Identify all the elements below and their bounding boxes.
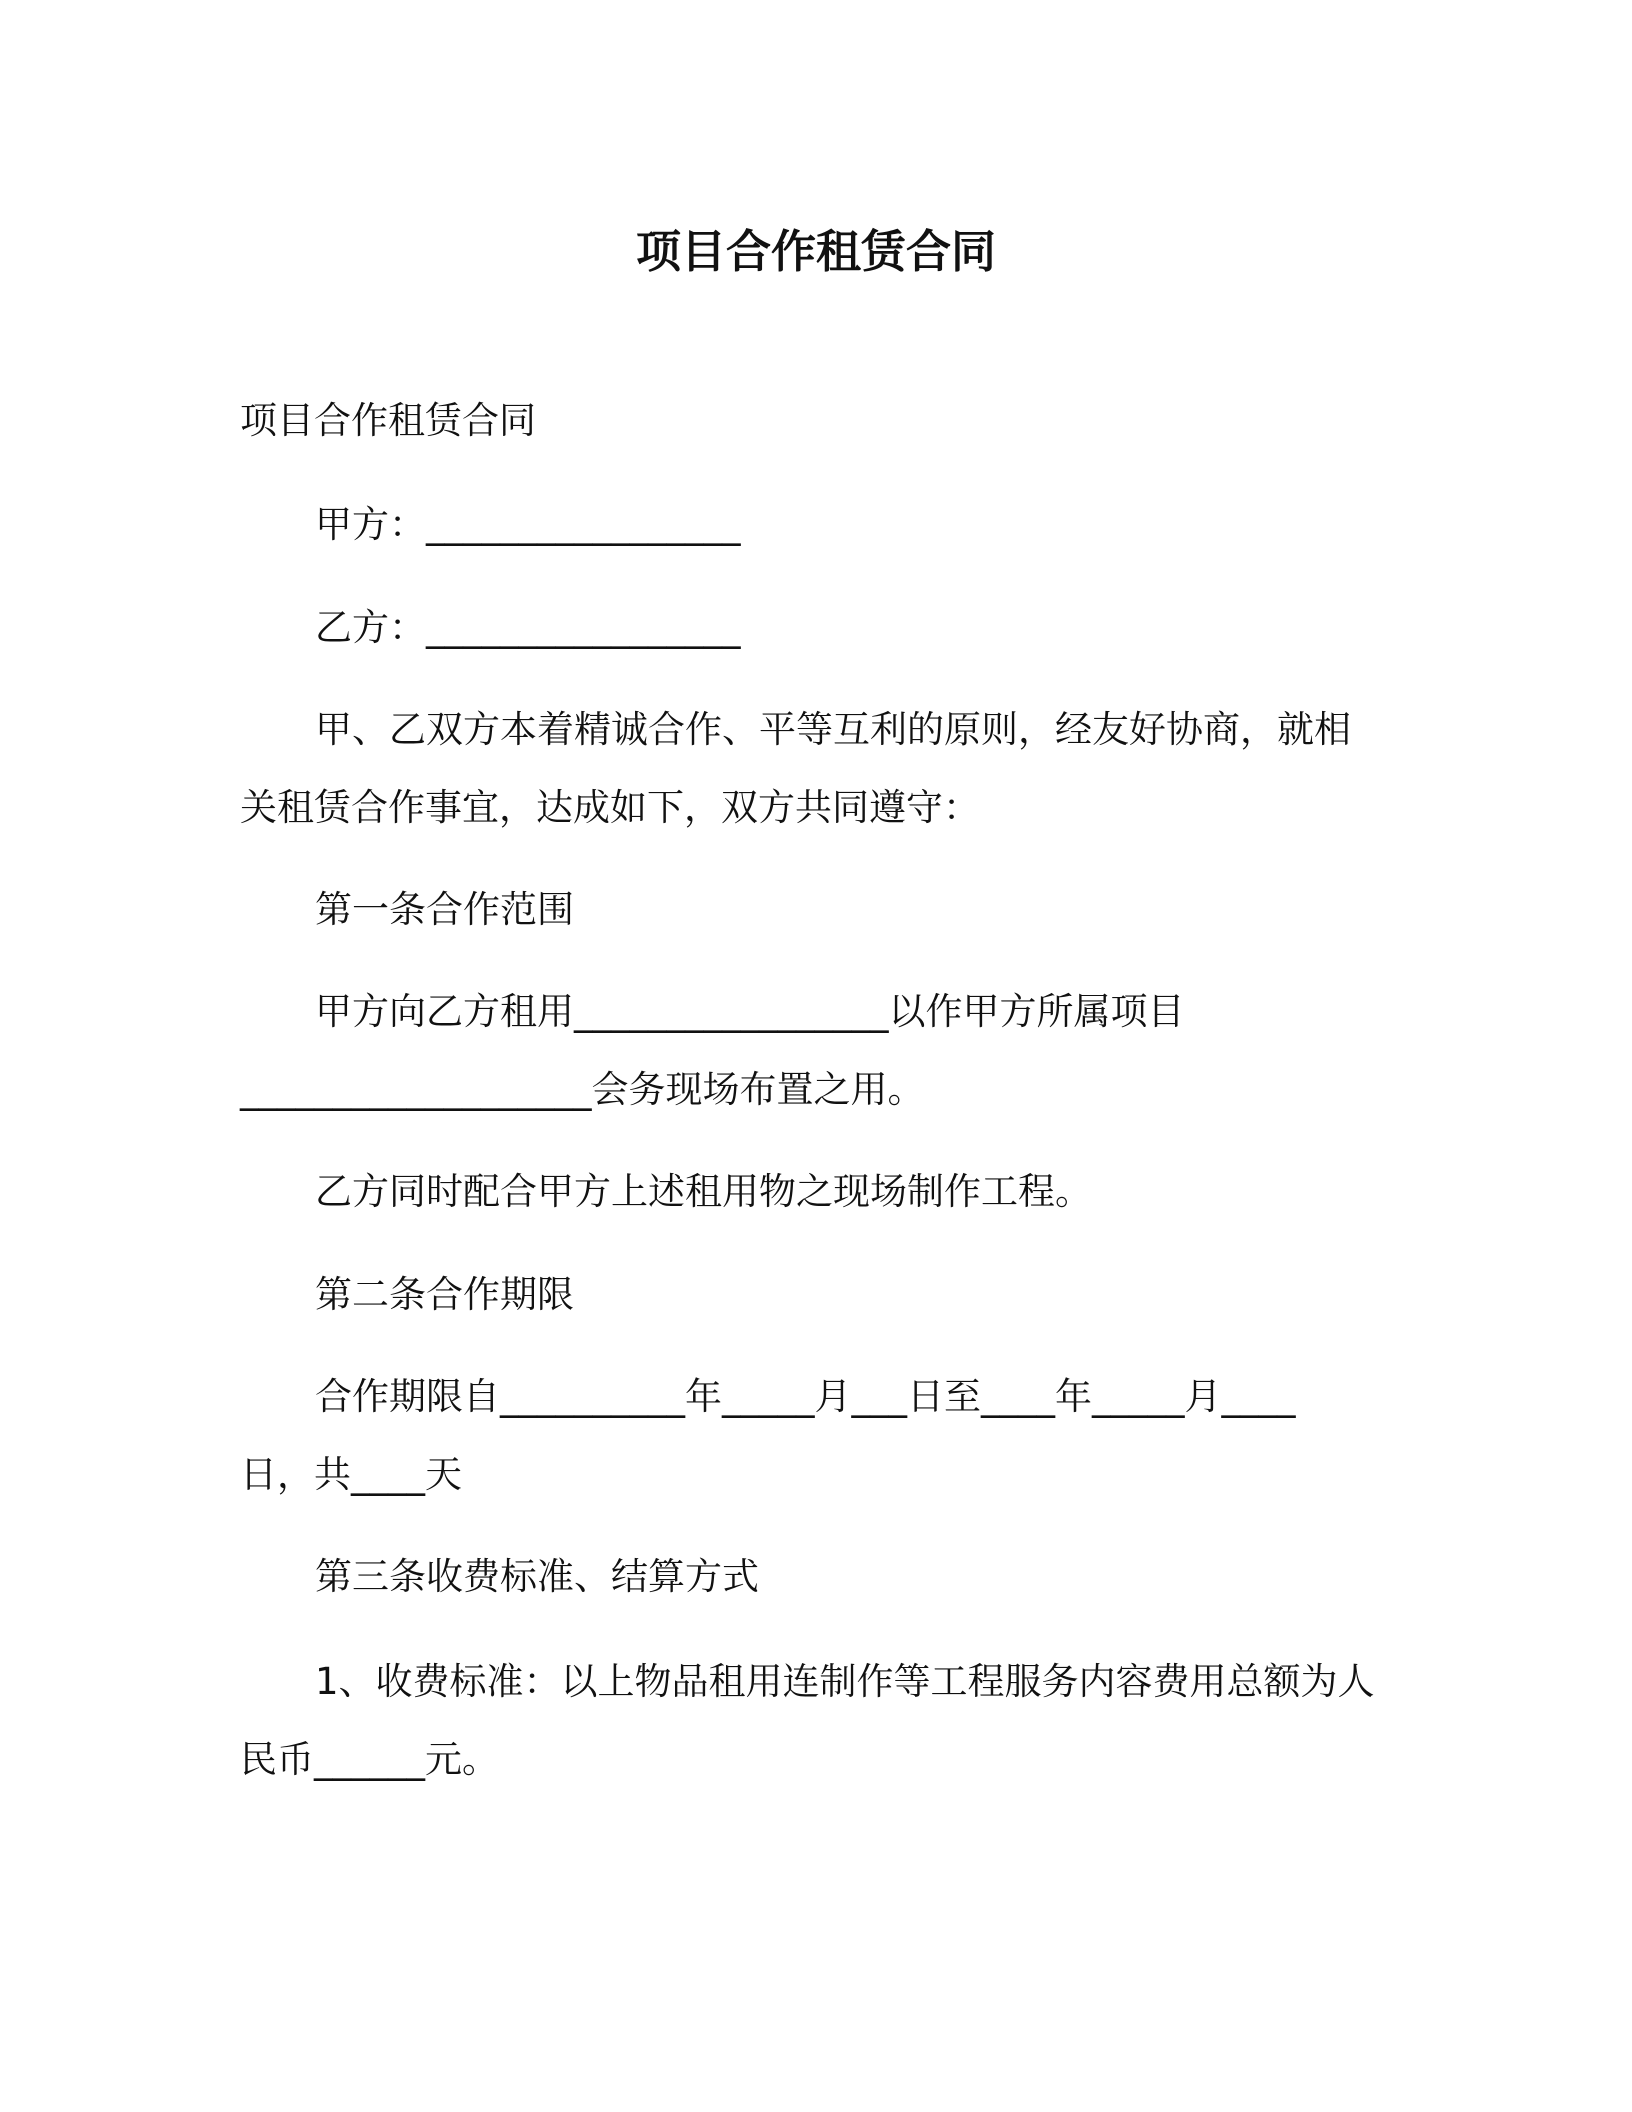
article3-heading: 第三条收费标准、结算方式	[315, 1555, 759, 1598]
article1-p1-line-1: 甲方向乙方租用_________________以作甲方所属项目	[315, 990, 1185, 1033]
article3-item1-line-1: 1、收费标准：以上物品租用连制作等工程服务内容费用总额为人	[315, 1660, 1375, 1703]
party-b-line: 乙方：_________________	[315, 606, 741, 649]
article2-p1-line-1: 合作期限自__________年_____月___日至____年_____月____	[315, 1375, 1296, 1418]
party-a-line: 甲方：_________________	[315, 503, 741, 546]
article1-heading: 第一条合作范围	[315, 888, 574, 931]
article1-p2: 乙方同时配合甲方上述租用物之现场制作工程。	[315, 1170, 1092, 1213]
article1-p1-line-2: ___________________会务现场布置之用。	[240, 1068, 925, 1111]
document-subtitle: 项目合作租赁合同	[240, 399, 536, 442]
article3-item1-line-2: 民币______元。	[240, 1738, 499, 1781]
article2-p1-line-2: 日，共____天	[240, 1453, 462, 1496]
preamble-line-2: 关租赁合作事宜，达成如下，双方共同遵守：	[240, 786, 980, 829]
article2-heading: 第二条合作期限	[315, 1273, 574, 1316]
document-title: 项目合作租赁合同	[635, 225, 996, 278]
preamble-line-1: 甲、乙双方本着精诚合作、平等互利的原则，经友好协商，就相	[315, 708, 1351, 751]
